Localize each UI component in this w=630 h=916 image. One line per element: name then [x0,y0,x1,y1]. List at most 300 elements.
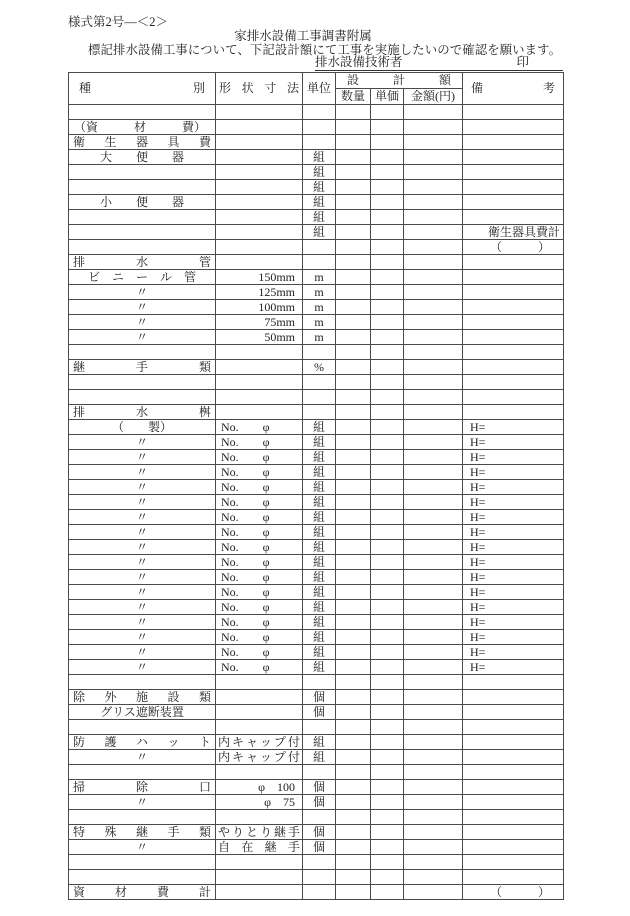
cell-biko [463,375,564,390]
cell-tani: 組 [303,555,336,570]
cell-suryo [336,810,371,825]
cell-keijo-sunpo: 150mm [216,270,303,285]
cell-tanka [371,165,404,180]
cell-biko: H= [463,660,564,675]
cell-suryo [336,255,371,270]
cell-tani: 個 [303,840,336,855]
cell-kingaku [404,450,463,465]
cell-tani [303,855,336,870]
cell-kingaku [404,840,463,855]
cell-suryo [336,600,371,615]
cell-biko: 衛生器具費計 [463,225,564,240]
table-row [69,375,564,390]
cell-biko: H= [463,465,564,480]
cell-biko [463,690,564,705]
table-row [69,720,564,735]
cell-suryo [336,885,371,900]
cell-suryo [336,825,371,840]
table-row [69,195,564,210]
cell-tani [303,720,336,735]
cell-keijo-sunpo [216,180,303,195]
col-header-shubetsu: 種別 [69,73,216,105]
cell-kingaku [404,600,463,615]
cell-kingaku [404,390,463,405]
cell-keijo-sunpo [216,870,303,885]
cell-keijo-sunpo: No. φ [216,420,303,435]
cell-biko [463,840,564,855]
cell-tanka [371,675,404,690]
cell-biko [463,165,564,180]
table-row [69,600,564,615]
cell-suryo [336,135,371,150]
cell-shubetsu: 〃 [69,840,216,855]
cell-tanka [371,405,404,420]
cell-kingaku [404,180,463,195]
cell-shubetsu: 継手類 [69,360,216,375]
cell-keijo-sunpo [216,105,303,120]
table-row [69,855,564,870]
cell-suryo [336,300,371,315]
cell-tanka [371,780,404,795]
cell-tani: m [303,330,336,345]
cell-shubetsu [69,390,216,405]
cell-keijo-sunpo: No. φ [216,660,303,675]
cell-keijo-sunpo [216,765,303,780]
table-row [69,285,564,300]
cell-shubetsu: 大 便 器 [69,150,216,165]
cell-suryo [336,375,371,390]
col-header-keijo-sunpo: 形状寸法 [216,73,303,105]
cell-keijo-sunpo: No. φ [216,600,303,615]
cell-tani: 組 [303,660,336,675]
cell-kingaku [404,615,463,630]
cell-kingaku [404,720,463,735]
col-header-kingaku: 金額(円) [404,89,463,105]
col-header-tani: 単位 [303,73,336,105]
cell-keijo-sunpo [216,240,303,255]
cell-shubetsu: 〃 [69,540,216,555]
cell-suryo [336,645,371,660]
table-row [69,360,564,375]
cell-suryo [336,330,371,345]
cell-suryo [336,285,371,300]
cell-keijo-sunpo [216,405,303,420]
cell-biko: H= [463,510,564,525]
cell-kingaku [404,585,463,600]
cell-tani: 組 [303,465,336,480]
cell-tani [303,120,336,135]
seal-label: 印 [516,55,529,69]
form-number: 様式第2号—＜2＞ [68,15,169,29]
cell-biko [463,750,564,765]
cell-keijo-sunpo [216,720,303,735]
cell-kingaku [404,795,463,810]
table-row [69,765,564,780]
cell-suryo [336,180,371,195]
cell-keijo-sunpo [216,675,303,690]
cell-tanka [371,870,404,885]
cell-tanka [371,795,404,810]
cell-shubetsu: 〃 [69,555,216,570]
cell-tani: 組 [303,435,336,450]
cell-kingaku [404,885,463,900]
table-row [69,585,564,600]
cell-biko [463,120,564,135]
cell-keijo-sunpo: 内キャップ付 [216,735,303,750]
cell-tanka [371,240,404,255]
cell-keijo-sunpo [216,360,303,375]
cell-tanka [371,765,404,780]
cell-kingaku [404,375,463,390]
cell-shubetsu [69,765,216,780]
cell-kingaku [404,690,463,705]
cell-biko [463,255,564,270]
cell-tanka [371,315,404,330]
cell-tanka [371,300,404,315]
table-row [69,810,564,825]
cell-biko: H= [463,480,564,495]
cell-tani: 組 [303,210,336,225]
cell-keijo-sunpo: No. φ [216,525,303,540]
cell-suryo [336,720,371,735]
cell-suryo [336,450,371,465]
cell-shubetsu: 資材費計 [69,885,216,900]
cell-shubetsu: 排水管 [69,255,216,270]
cell-biko: H= [463,525,564,540]
cell-shubetsu: 〃 [69,495,216,510]
cell-tanka [371,150,404,165]
cell-shubetsu: 〃 [69,630,216,645]
cell-tani [303,390,336,405]
cell-biko [463,330,564,345]
cell-suryo [336,705,371,720]
cell-tanka [371,615,404,630]
cell-tani: 組 [303,510,336,525]
table-row [69,510,564,525]
cell-shubetsu: 排水桝 [69,405,216,420]
table-row [69,180,564,195]
cell-tani [303,675,336,690]
cell-tani: 組 [303,420,336,435]
cell-suryo [336,675,371,690]
cell-tanka [371,885,404,900]
table-row [69,300,564,315]
cell-shubetsu: 〃 [69,795,216,810]
cell-tani [303,105,336,120]
cell-shubetsu: 小 便 器 [69,195,216,210]
table-row [69,480,564,495]
cell-keijo-sunpo [216,255,303,270]
cell-shubetsu: ビ ニ ー ル 管 [69,270,216,285]
cell-kingaku [404,165,463,180]
cell-suryo [336,315,371,330]
table-row [69,165,564,180]
cell-tani: m [303,315,336,330]
cell-shubetsu: 〃 [69,435,216,450]
cell-suryo [336,765,371,780]
cell-shubetsu [69,855,216,870]
cell-kingaku [404,285,463,300]
cell-tani: 組 [303,195,336,210]
cell-shubetsu [69,375,216,390]
cell-biko [463,810,564,825]
cell-shubetsu [69,105,216,120]
cell-keijo-sunpo: 100mm [216,300,303,315]
cell-kingaku [404,210,463,225]
table-row [69,450,564,465]
cell-biko [463,855,564,870]
cell-shubetsu [69,810,216,825]
cell-suryo [336,390,371,405]
cell-biko: H= [463,600,564,615]
cost-table-header [69,73,564,105]
cell-keijo-sunpo: No. φ [216,495,303,510]
cell-kingaku [404,150,463,165]
cell-tanka [371,810,404,825]
cell-kingaku [404,105,463,120]
cell-shubetsu: 掃除口 [69,780,216,795]
cell-tani: 組 [303,585,336,600]
cell-tanka [371,465,404,480]
cell-keijo-sunpo: No. φ [216,645,303,660]
table-row [69,795,564,810]
cell-biko [463,675,564,690]
cell-suryo [336,210,371,225]
cell-keijo-sunpo: No. φ [216,585,303,600]
cell-suryo [336,660,371,675]
cell-biko: H= [463,420,564,435]
cell-tani: 個 [303,795,336,810]
cell-tanka [371,600,404,615]
cell-tani: 組 [303,450,336,465]
cell-suryo [336,585,371,600]
cell-biko: H= [463,495,564,510]
cell-tanka [371,255,404,270]
cell-keijo-sunpo: No. φ [216,510,303,525]
cell-biko: H= [463,645,564,660]
table-row [69,435,564,450]
cell-tani [303,765,336,780]
cell-tanka [371,645,404,660]
cell-tani: 組 [303,570,336,585]
table-row [69,825,564,840]
cell-tanka [371,195,404,210]
cell-biko [463,405,564,420]
cell-tanka [371,480,404,495]
cell-tani: 組 [303,750,336,765]
cell-tanka [371,210,404,225]
cell-suryo [336,195,371,210]
cell-tanka [371,180,404,195]
table-row [69,135,564,150]
table-row [69,255,564,270]
cell-biko [463,765,564,780]
cell-tani: 組 [303,645,336,660]
cell-shubetsu: グリス遮断装置 [69,705,216,720]
cell-tanka [371,345,404,360]
cell-shubetsu: 〃 [69,330,216,345]
cell-biko: H= [463,570,564,585]
cell-shubetsu [69,225,216,240]
cell-tanka [371,390,404,405]
cell-kingaku [404,465,463,480]
cell-biko [463,345,564,360]
table-row [69,615,564,630]
cell-kingaku [404,750,463,765]
table-row [69,390,564,405]
cost-table [68,72,564,900]
col-header-biko: 備考 [463,73,564,105]
cell-kingaku [404,225,463,240]
engineer-label: 排水設備技術者 [315,55,403,69]
cell-suryo [336,525,371,540]
cell-biko [463,735,564,750]
cell-shubetsu [69,180,216,195]
cell-keijo-sunpo [216,885,303,900]
cell-suryo [336,360,371,375]
table-row [69,705,564,720]
cell-tanka [371,540,404,555]
cell-kingaku [404,855,463,870]
cell-kingaku [404,480,463,495]
cell-kingaku [404,120,463,135]
table-row [69,540,564,555]
cell-keijo-sunpo: 75mm [216,315,303,330]
cell-biko [463,390,564,405]
cell-shubetsu: 〃 [69,645,216,660]
cell-kingaku [404,630,463,645]
cell-tanka [371,270,404,285]
cell-shubetsu [69,240,216,255]
cell-keijo-sunpo: No. φ [216,615,303,630]
cell-tanka [371,735,404,750]
cell-tanka [371,525,404,540]
cost-table-body [69,105,564,900]
cell-shubetsu: 防護ハット [69,735,216,750]
cell-tani [303,375,336,390]
cell-biko [463,720,564,735]
cell-keijo-sunpo: No. φ [216,450,303,465]
table-row [69,735,564,750]
cell-tani: m [303,270,336,285]
cell-tani: 組 [303,735,336,750]
cell-keijo-sunpo [216,705,303,720]
cell-kingaku [404,735,463,750]
cell-shubetsu [69,675,216,690]
table-row [69,210,564,225]
cell-keijo-sunpo: 内キャップ付 [216,750,303,765]
cell-kingaku [404,780,463,795]
cell-keijo-sunpo: No. φ [216,540,303,555]
cell-shubetsu: 〃 [69,750,216,765]
cell-kingaku [404,330,463,345]
cell-suryo [336,150,371,165]
cell-keijo-sunpo: No. φ [216,465,303,480]
cell-keijo-sunpo [216,120,303,135]
cell-kingaku [404,660,463,675]
cell-kingaku [404,240,463,255]
cell-shubetsu: 〃 [69,285,216,300]
cell-kingaku [404,765,463,780]
cell-biko [463,825,564,840]
table-row [69,105,564,120]
cell-biko: H= [463,585,564,600]
cell-suryo [336,735,371,750]
cell-biko: （ ） [463,885,564,900]
cell-suryo [336,165,371,180]
cell-shubetsu [69,345,216,360]
table-row [69,150,564,165]
cell-kingaku [404,645,463,660]
cell-shubetsu: （ 製） [69,420,216,435]
cell-suryo [336,795,371,810]
cell-keijo-sunpo: No. φ [216,630,303,645]
cell-suryo [336,510,371,525]
cell-kingaku [404,420,463,435]
cell-kingaku [404,270,463,285]
table-row [69,645,564,660]
cell-biko [463,780,564,795]
table-row [69,885,564,900]
cell-keijo-sunpo [216,690,303,705]
cell-biko [463,150,564,165]
table-row [69,570,564,585]
cell-tanka [371,855,404,870]
cell-tani: 組 [303,225,336,240]
cell-biko [463,270,564,285]
cell-biko: H= [463,435,564,450]
cell-suryo [336,750,371,765]
cell-biko: H= [463,450,564,465]
cell-suryo [336,420,371,435]
cell-suryo [336,840,371,855]
cell-tani: 組 [303,495,336,510]
cell-keijo-sunpo: 125mm [216,285,303,300]
cell-biko [463,135,564,150]
cell-keijo-sunpo [216,225,303,240]
table-row [69,870,564,885]
cell-suryo [336,240,371,255]
cell-shubetsu: 〃 [69,585,216,600]
cell-suryo [336,345,371,360]
cell-biko [463,705,564,720]
cell-shubetsu [69,165,216,180]
cell-tanka [371,105,404,120]
cell-shubetsu: 除外施設類 [69,690,216,705]
cell-tanka [371,360,404,375]
cell-biko [463,210,564,225]
table-row [69,330,564,345]
cell-suryo [336,540,371,555]
cell-tani: m [303,300,336,315]
cell-kingaku [404,705,463,720]
cell-kingaku [404,495,463,510]
table-row [69,315,564,330]
cell-keijo-sunpo: 自在継手 [216,840,303,855]
cell-shubetsu [69,720,216,735]
cell-tanka [371,840,404,855]
cell-kingaku [404,810,463,825]
cell-shubetsu: 〃 [69,525,216,540]
table-row [69,555,564,570]
cell-biko: （ ） [463,240,564,255]
cell-kingaku [404,525,463,540]
cell-tani [303,405,336,420]
cell-biko [463,870,564,885]
cell-biko [463,300,564,315]
cell-keijo-sunpo [216,135,303,150]
cell-shubetsu [69,870,216,885]
